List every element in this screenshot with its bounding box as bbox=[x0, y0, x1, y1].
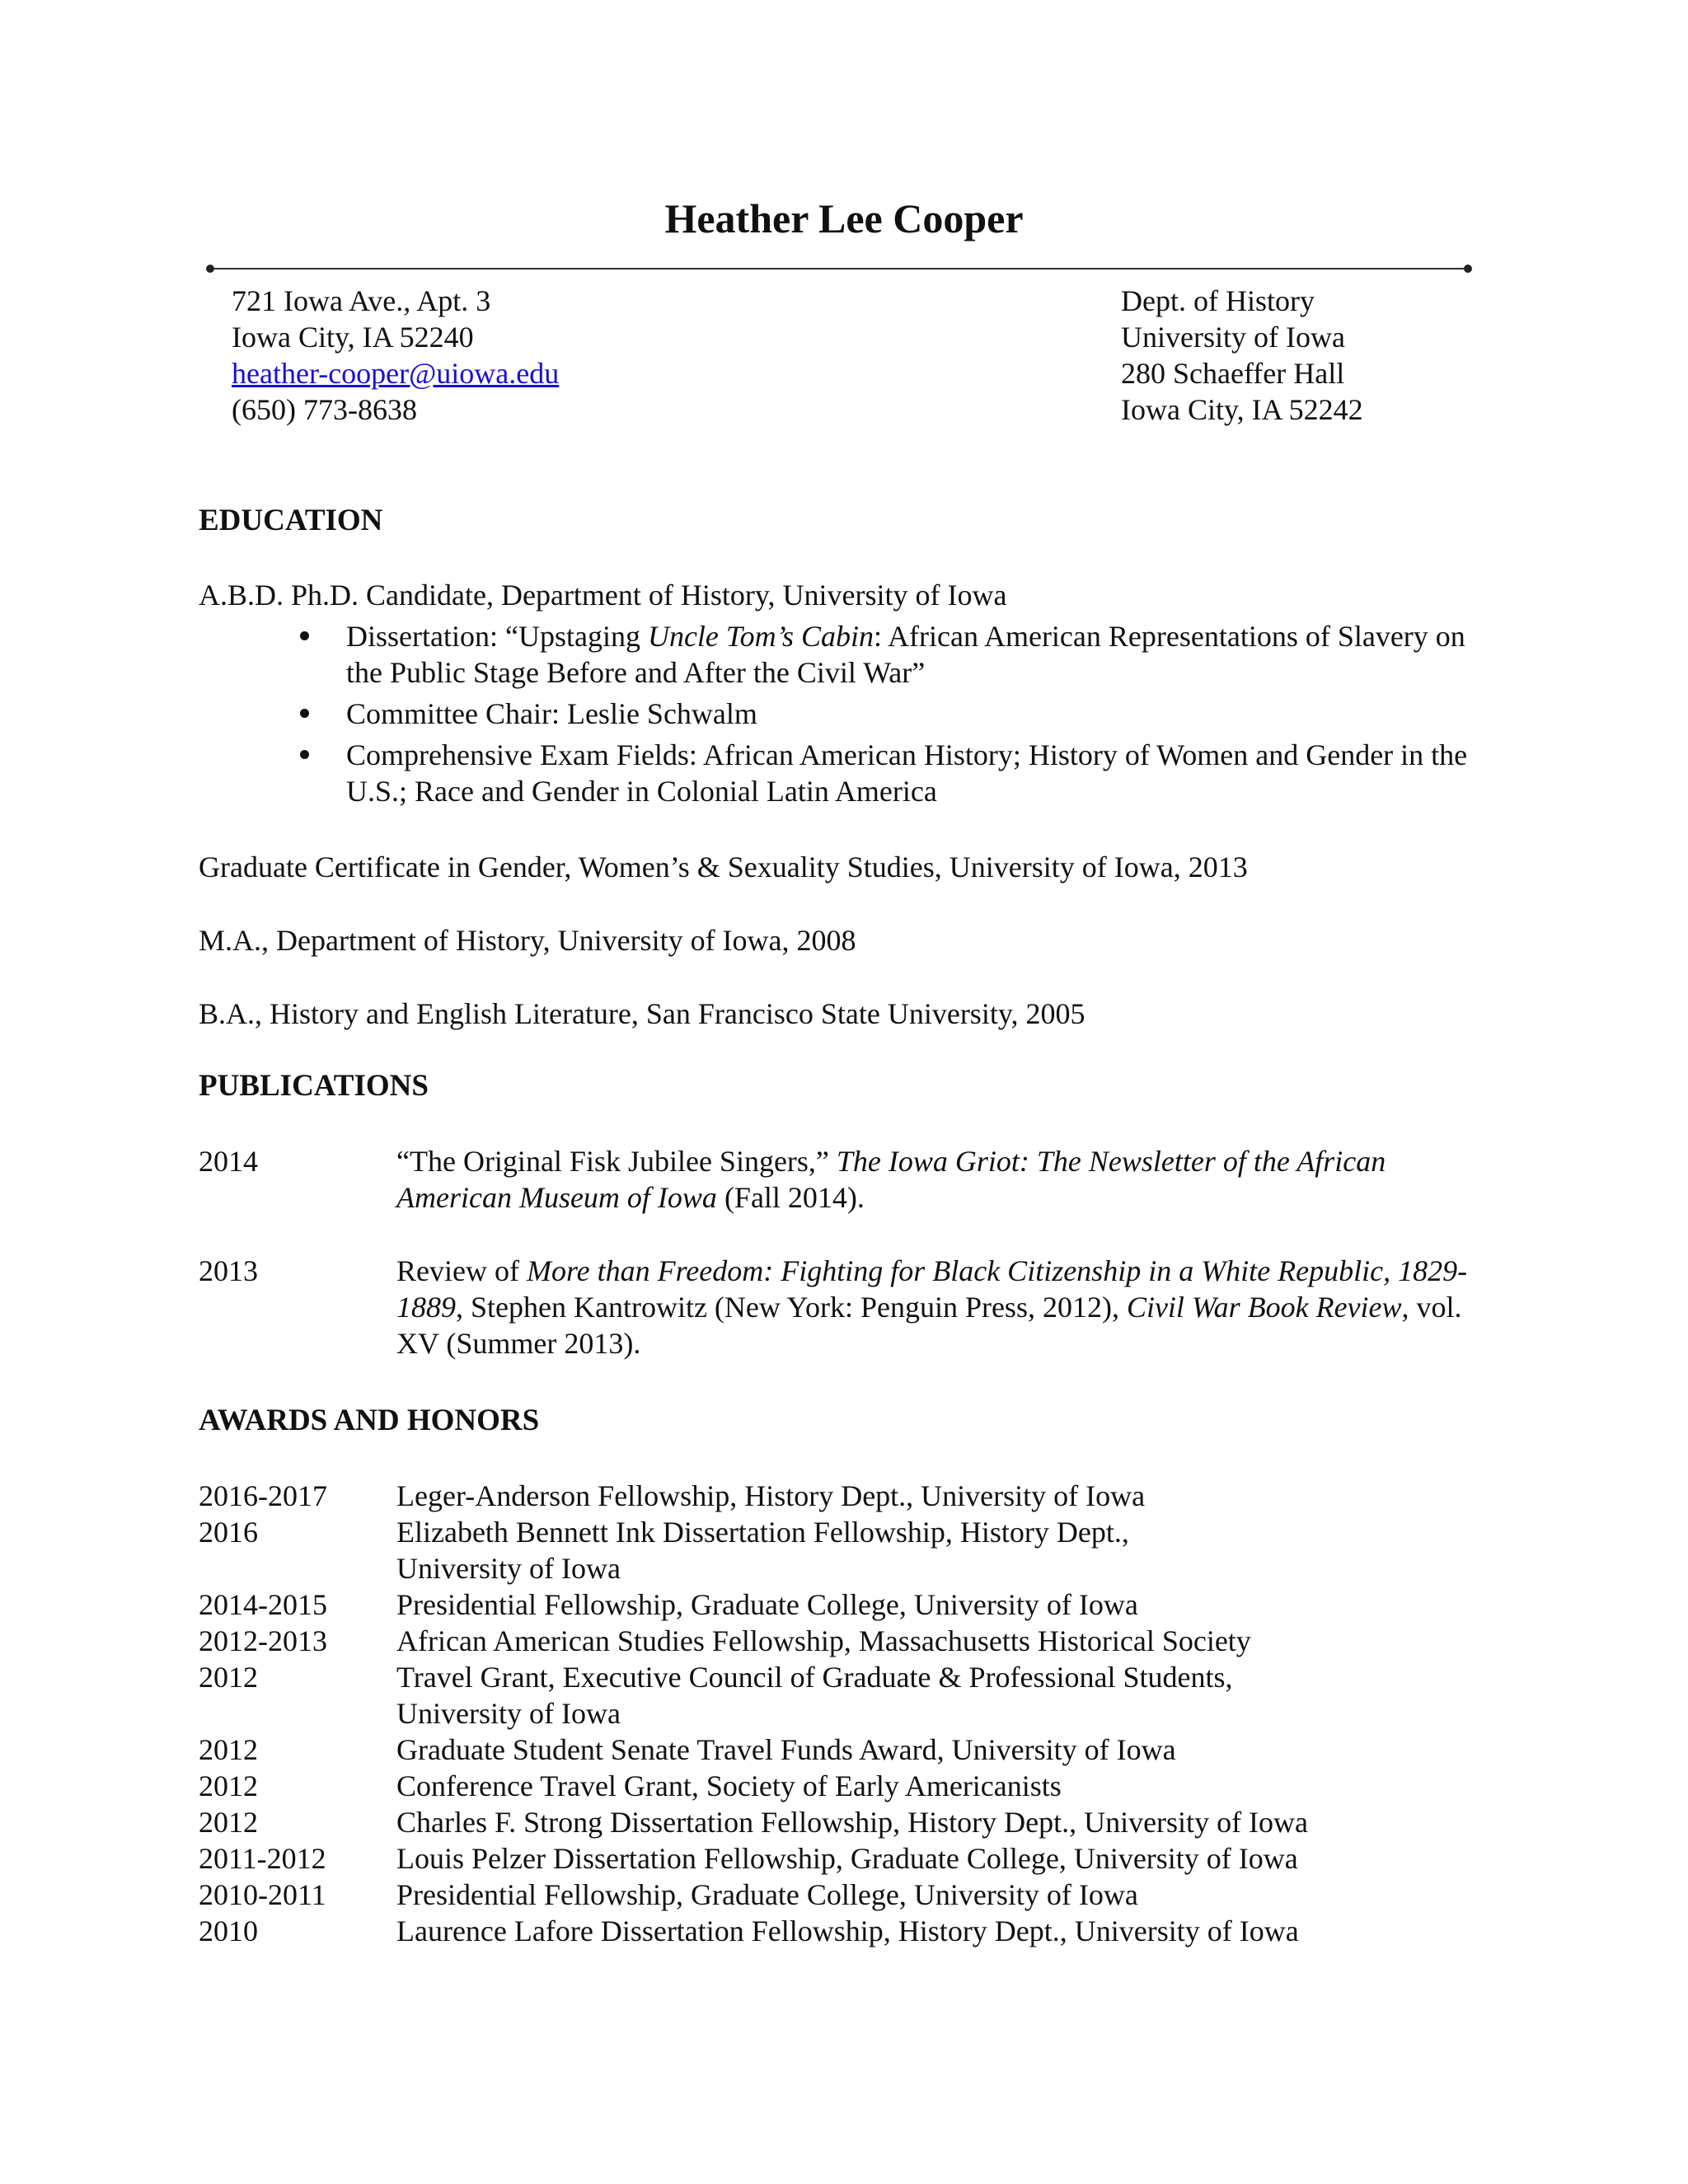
award-year: 2012 bbox=[199, 1661, 258, 1694]
award-description-continued: University of Iowa bbox=[396, 1552, 621, 1585]
award-year: 2012 bbox=[199, 1733, 258, 1766]
award-year: 2010 bbox=[199, 1915, 258, 1947]
list-item bbox=[297, 696, 1484, 732]
education-phd: A.B.D. Ph.D. Candidate, Department of History, University of Iowa bbox=[199, 579, 1007, 612]
list-item bbox=[199, 1804, 1484, 1840]
award-description: Leger-Anderson Fellowship, History Dept., University of Iowa bbox=[396, 1479, 1146, 1512]
award-year: 2010-2011 bbox=[199, 1878, 326, 1911]
publication-year: 2013 bbox=[199, 1254, 258, 1287]
list-item bbox=[297, 737, 1484, 809]
award-year: 2014-2015 bbox=[199, 1588, 327, 1621]
award-year: 2016-2017 bbox=[199, 1479, 327, 1512]
award-description: Presidential Fellowship, Graduate College, University of Iowa bbox=[396, 1588, 1138, 1621]
rule-right-end bbox=[1464, 265, 1472, 273]
list-item bbox=[199, 1586, 1484, 1623]
awards-heading: AWARDS AND HONORS bbox=[199, 1404, 540, 1437]
citation-tail: , vol. XV (Summer 2013). bbox=[396, 1291, 1462, 1360]
home-street: 721 Iowa Ave., Apt. 3 bbox=[232, 284, 491, 317]
award-description: African American Studies Fellowship, Massachusetts Historical Society bbox=[396, 1624, 1251, 1657]
work-city: Iowa City, IA 52242 bbox=[1121, 393, 1363, 426]
award-year: 2012-2013 bbox=[199, 1624, 327, 1657]
work-dept: Dept. of History bbox=[1121, 284, 1315, 317]
award-description-continued: University of Iowa bbox=[396, 1697, 621, 1730]
award-description: Travel Grant, Executive Council of Graduate & Professional Students, bbox=[396, 1661, 1233, 1694]
work-address-block bbox=[1121, 283, 1363, 428]
list-item bbox=[199, 1877, 1484, 1913]
education-heading: EDUCATION bbox=[199, 504, 383, 537]
phone-number: (650) 773-8638 bbox=[232, 393, 417, 426]
work-building: 280 Schaeffer Hall bbox=[1121, 357, 1345, 390]
bullet-icon bbox=[300, 631, 309, 640]
publication-citation bbox=[396, 1253, 1484, 1361]
book-title: More than Freedom: Fighting for Black Citizenship in a White Republic, 1829-1889 bbox=[396, 1254, 1468, 1324]
dissertation-prefix: Dissertation: “Upstaging bbox=[346, 620, 648, 653]
bullet-icon bbox=[300, 750, 309, 759]
header-rule bbox=[209, 268, 1468, 269]
list-item bbox=[199, 1913, 1484, 1949]
dissertation-italic-title: Uncle Tom’s Cabin bbox=[647, 620, 874, 653]
journal-title: Civil War Book Review bbox=[1126, 1291, 1402, 1324]
award-description: Louis Pelzer Dissertation Fellowship, Graduate College, University of Iowa bbox=[396, 1842, 1298, 1875]
publication-entry bbox=[199, 1143, 1484, 1216]
award-description: Charles F. Strong Dissertation Fellowship, History Dept., University of Iowa bbox=[396, 1806, 1309, 1839]
list-item bbox=[199, 1659, 1484, 1732]
list-item bbox=[199, 1768, 1484, 1804]
committee-chair: Committee Chair: Leslie Schwalm bbox=[346, 697, 757, 730]
award-year: 2012 bbox=[199, 1769, 258, 1802]
work-university: University of Iowa bbox=[1121, 321, 1345, 354]
citation-tail: (Fall 2014). bbox=[716, 1181, 865, 1214]
review-prefix: Review of bbox=[396, 1254, 527, 1287]
list-item bbox=[297, 618, 1484, 691]
article-title: “The Original Fisk Jubilee Singers,” bbox=[396, 1145, 837, 1178]
exam-fields: Comprehensive Exam Fields: African American History; History of Women and Gender in the U.S.; Race and Gender in Colonial Latin America bbox=[346, 738, 1468, 808]
list-item bbox=[199, 1478, 1484, 1514]
award-description: Conference Travel Grant, Society of Early Americanists bbox=[396, 1769, 1062, 1802]
education-certificate: Graduate Certificate in Gender, Women’s & Sexuality Studies, University of Iowa, 2013 bbox=[199, 851, 1248, 883]
award-year: 2012 bbox=[199, 1806, 258, 1839]
publication-citation bbox=[396, 1143, 1484, 1216]
citation-middle: , Stephen Kantrowitz (New York: Penguin Press, 2012), bbox=[456, 1291, 1127, 1324]
publication-year: 2014 bbox=[199, 1145, 258, 1178]
dissertation-suffix: : African American Representations of Slavery on the Public Stage Before and After the Civil War” bbox=[346, 620, 1465, 689]
journal-title: The Iowa Griot: The Newsletter of the African American Museum of Iowa bbox=[396, 1145, 1386, 1214]
cv-name-heading: Heather Lee Cooper bbox=[664, 195, 1024, 241]
home-address-block bbox=[232, 283, 559, 428]
education-ma: M.A., Department of History, University of Iowa, 2008 bbox=[199, 924, 856, 957]
awards-list bbox=[199, 1478, 1484, 1949]
award-description: Presidential Fellowship, Graduate College, University of Iowa bbox=[396, 1878, 1138, 1911]
award-description: Laurence Lafore Dissertation Fellowship, History Dept., University of Iowa bbox=[396, 1915, 1299, 1947]
list-item bbox=[199, 1732, 1484, 1768]
award-year: 2016 bbox=[199, 1516, 258, 1549]
home-city: Iowa City, IA 52240 bbox=[232, 321, 474, 354]
email-link[interactable]: heather-cooper@uiowa.edu bbox=[232, 357, 560, 390]
award-description: Elizabeth Bennett Ink Dissertation Fellowship, History Dept., bbox=[396, 1516, 1129, 1549]
education-ba: B.A., History and English Literature, San Francisco State University, 2005 bbox=[199, 997, 1085, 1030]
publications-heading: PUBLICATIONS bbox=[199, 1069, 429, 1103]
list-item bbox=[199, 1514, 1484, 1586]
phd-details-list bbox=[297, 618, 1484, 814]
bullet-icon bbox=[300, 709, 309, 718]
list-item bbox=[199, 1840, 1484, 1877]
list-item bbox=[199, 1623, 1484, 1659]
publication-entry bbox=[199, 1253, 1484, 1361]
rule-left-end bbox=[206, 265, 214, 273]
award-year: 2011-2012 bbox=[199, 1842, 326, 1875]
award-description: Graduate Student Senate Travel Funds Award, University of Iowa bbox=[396, 1733, 1176, 1766]
